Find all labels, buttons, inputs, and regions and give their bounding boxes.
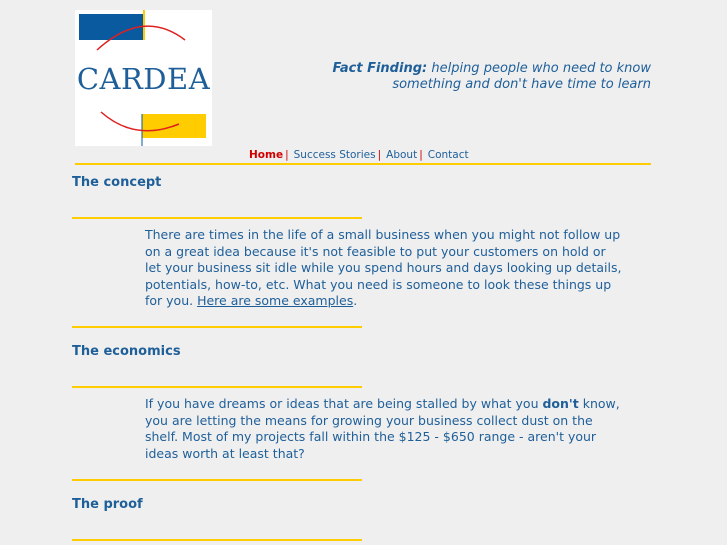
section-text-concept xyxy=(145,227,625,310)
examples-link[interactable]: Here are some examples xyxy=(197,293,354,308)
section-divider xyxy=(72,386,362,388)
section-heading-economics: The economics xyxy=(72,344,181,359)
nav-separator: | xyxy=(285,149,289,161)
tagline-bold: Fact Finding: xyxy=(332,61,428,76)
header-divider xyxy=(75,163,651,165)
section-heading-proof: The proof xyxy=(72,497,143,512)
economics-text-before: If you have dreams or ideas that are being stalled by what you xyxy=(145,396,543,411)
nav-separator: | xyxy=(419,149,423,161)
economics-text-after: know, you are letting the means for growing your business collect dust on the shelf. Most of my projects fall within the $125 - $650 range - aren't your ideas worth at least that? xyxy=(145,396,620,461)
nav-separator: | xyxy=(377,149,382,161)
cardea-logo xyxy=(75,10,212,146)
section-text-economics xyxy=(145,396,625,462)
main-nav xyxy=(249,149,469,161)
logo-wordmark: CARDEA xyxy=(76,62,211,96)
section-divider xyxy=(72,539,362,541)
section-divider xyxy=(72,479,362,481)
section-divider xyxy=(72,326,362,328)
site-tagline xyxy=(291,61,651,93)
tagline-rest: helping people who need to know something and don't have time to learn xyxy=(392,61,651,92)
nav-about[interactable]: About xyxy=(386,149,418,161)
section-divider xyxy=(72,217,362,219)
nav-success-stories[interactable]: Success Stories xyxy=(293,149,376,161)
nav-contact[interactable]: Contact xyxy=(427,149,469,161)
section-heading-concept: The concept xyxy=(72,175,162,190)
nav-home[interactable]: Home xyxy=(249,149,284,161)
concept-text: There are times in the life of a small business when you might not follow up on a great idea because it's not feasible to put your customers on hold or let your business sit idle while you spend hours and days looking up details, potentials, how-to, etc. What you need is someone to look these things up for you. xyxy=(145,227,622,308)
economics-bold: don't xyxy=(542,396,579,411)
concept-text-end: . xyxy=(353,293,358,308)
